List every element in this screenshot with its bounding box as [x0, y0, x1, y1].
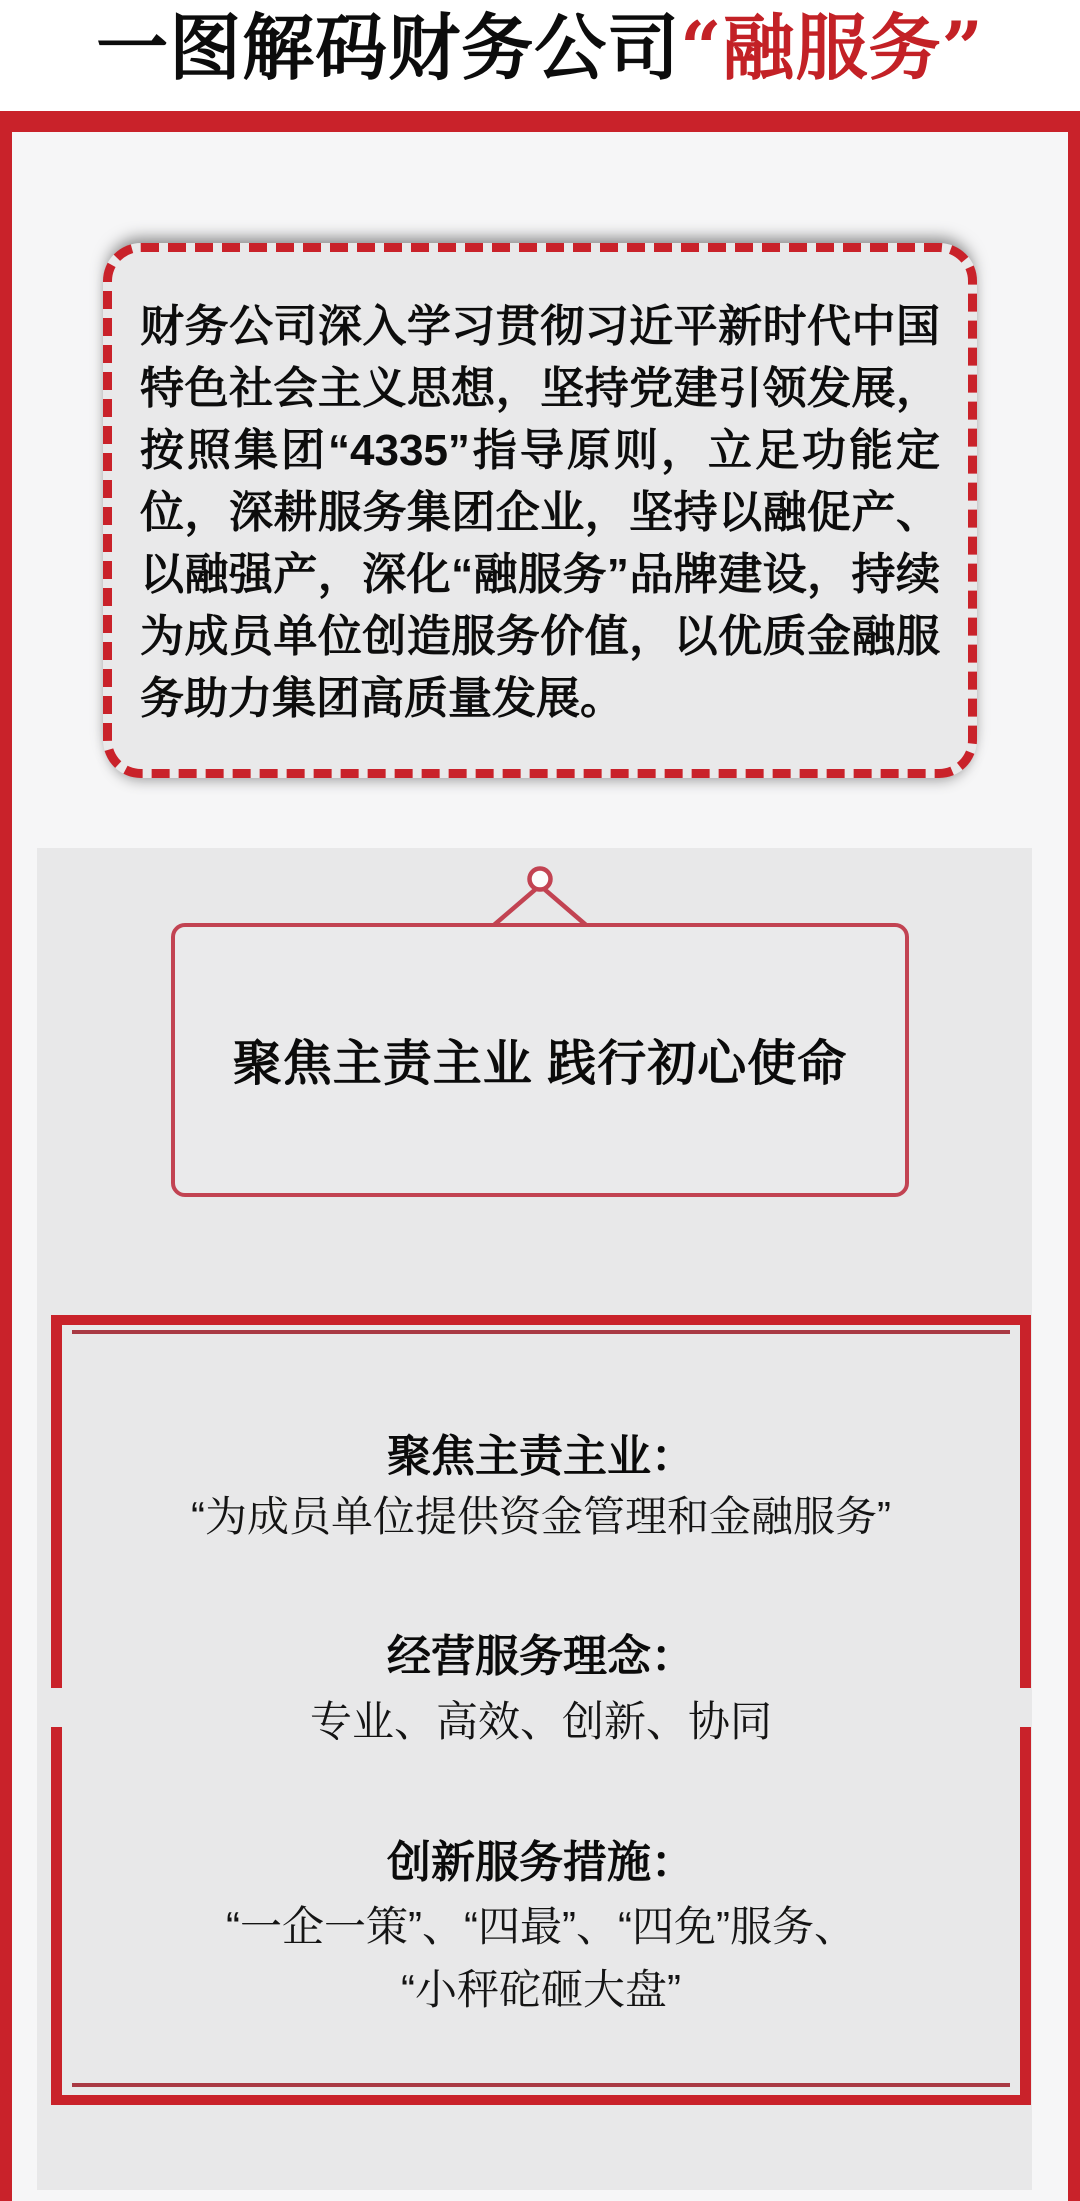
hanger-pin-icon	[478, 858, 602, 928]
detail-box-inner-line-top	[72, 1330, 1010, 1334]
section-1-heading: 聚焦主责主业：	[387, 1432, 695, 1481]
frame-right-border	[1068, 132, 1080, 2201]
section-3-line-1: “一企一策”、“四最”、“四免”服务、	[226, 1903, 856, 1950]
section-1-line-1: “为成员单位提供资金管理和金融服务”	[191, 1493, 891, 1540]
intro-dashed-box	[103, 243, 977, 778]
detail-box-border-bottom	[51, 2095, 1031, 2105]
frame-left-border	[0, 132, 12, 2201]
banner-card-title: 聚焦主责主业 践行初心使命	[232, 1037, 848, 1091]
page-title-black-part: 一图解码财务公司	[96, 5, 681, 90]
detail-box-inner-line-bottom	[72, 2083, 1010, 2087]
detail-box-border-top	[51, 1315, 1031, 1325]
page-title-red-part: “融服务”	[680, 5, 984, 90]
top-red-bar	[0, 111, 1080, 132]
section-3-line-2: “小秤砣砸大盘”	[401, 1966, 681, 2013]
header	[0, 0, 1080, 111]
section-2-heading: 经营服务理念：	[387, 1632, 695, 1681]
banner-card	[171, 923, 909, 1197]
section-3-heading: 创新服务措施：	[387, 1838, 695, 1887]
intro-paragraph: 财务公司深入学习贯彻习近平新时代中国特色社会主义思想，坚持党建引领发展，按照集团“4335”指导原则，立足功能定位，深耕服务集团企业，坚持以融促产、以融强产，深化“融服务”品牌建设，持续为成员单位创造服务价值，以优质金融服务助力集团高质量发展。	[140, 302, 940, 723]
section-2-line-1: 专业、高效、创新、协同	[309, 1698, 772, 1745]
